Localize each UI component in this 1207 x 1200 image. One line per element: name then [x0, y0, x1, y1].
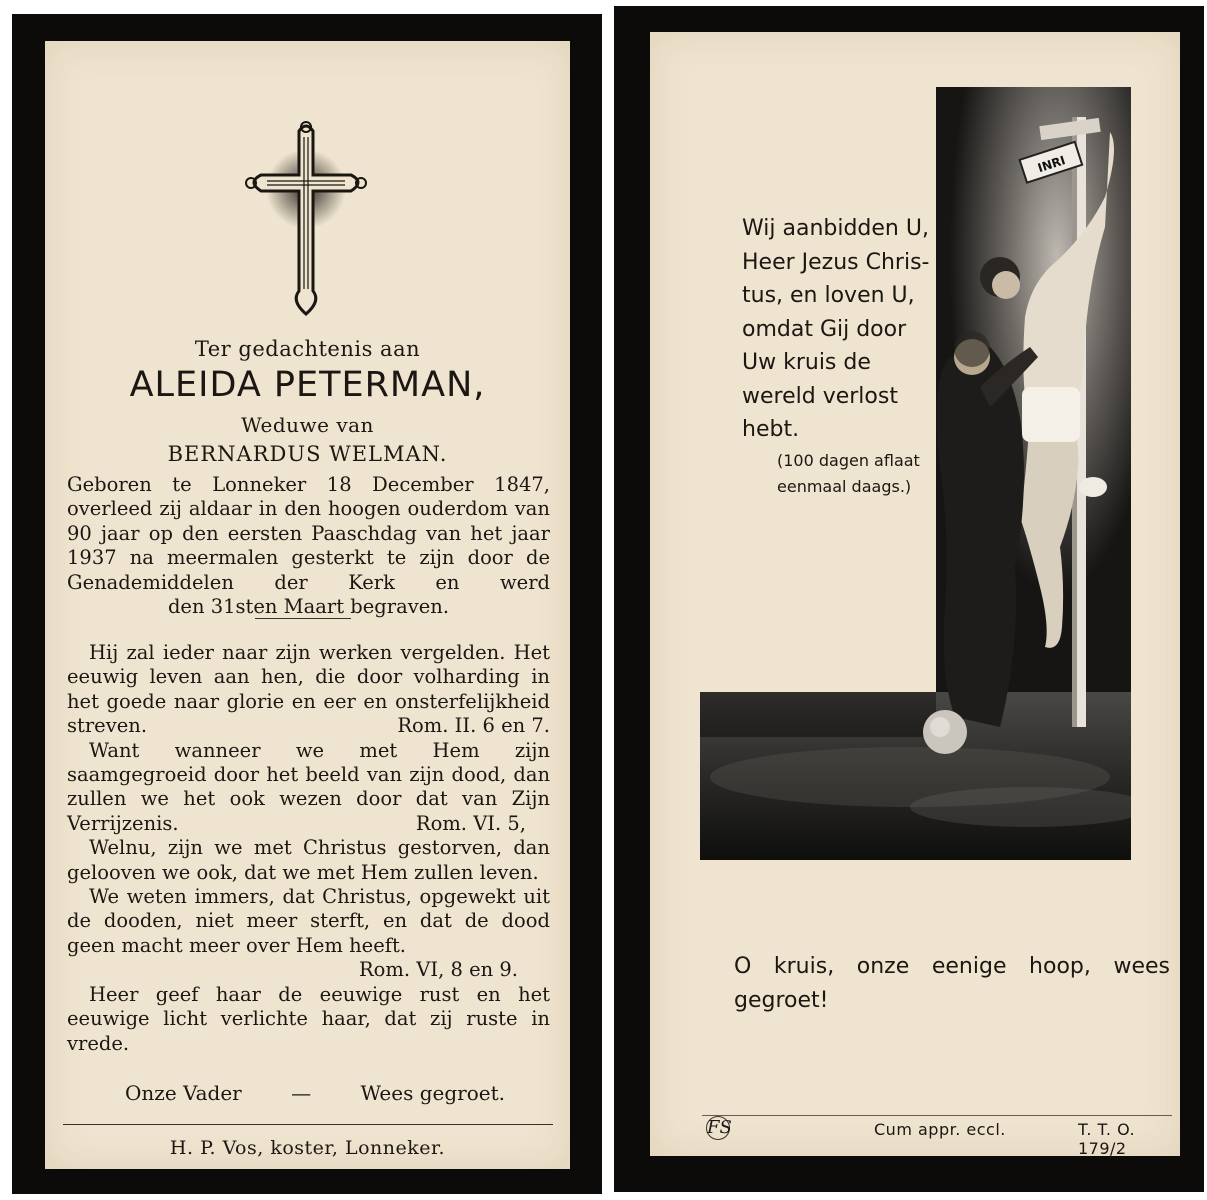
closing-dash: — [291, 1081, 312, 1105]
verse-4-reference: Rom. VI, 8 en 9. [359, 958, 518, 982]
right-footer-rule [702, 1115, 1172, 1116]
closing-our-father: Onze Vader [125, 1081, 242, 1105]
biography-block [67, 473, 550, 619]
verse-2 [67, 739, 550, 837]
scripture-block [67, 641, 550, 1056]
verse-1-reference: Rom. II. 6 en 7. [397, 714, 550, 738]
cross-invocation: O kruis, onze eenige hoop, wees gegroet! [734, 954, 1170, 1013]
deceased-name: ALEIDA PETERMAN, [129, 365, 486, 405]
left-memorial-card [12, 14, 602, 1194]
spouse-name: BERNARDUS WELMAN. [167, 442, 448, 466]
verse-1 [67, 641, 550, 739]
relation-label: Weduwe van [241, 413, 374, 437]
right-memorial-card [614, 6, 1204, 1192]
cross-ornament-icon [241, 119, 371, 319]
section-divider [255, 618, 351, 619]
indulgence-line: eenmaal daags.) [777, 477, 912, 496]
verse-2-reference: Rom. VI. 5, [415, 811, 526, 835]
printer-credit: H. P. Vos, koster, Lonneker. [169, 1137, 446, 1159]
prayer-line: wereld verlost [742, 383, 898, 409]
prayer-text [742, 212, 952, 447]
prayer-line: hebt. [742, 417, 800, 442]
biography-text: Geboren te Lonneker 18 December 1847, overleed zij aldaar in den hoogen ouderdom van 90 jaar op den eersten Paaschdag van het jaar 1937 na meermalen gesterkt te zijn door de Genademiddelen der Kerk en werd [67, 473, 550, 594]
closing-prayers [125, 1081, 505, 1105]
verse-3: Welnu, zijn we met Christus gestorven, dan gelooven we ook, dat we met Hem zullen leven. [67, 836, 550, 884]
inri-plaque: INRI [1035, 153, 1068, 176]
publisher-logo-icon: FS [707, 1117, 732, 1138]
eternal-rest-prayer: Heer geef haar de eeuwige rust en het eeuwige licht verlichte haar, dat zij ruste in vrede. [67, 982, 550, 1055]
ecclesiastical-approval: Cum appr. eccl. [874, 1120, 1006, 1139]
right-card-paper [650, 32, 1180, 1156]
prayer-line: omdat Gij door [742, 316, 907, 342]
prayer-line: Uw kruis de [742, 350, 871, 375]
memorial-heading: Ter gedachtenis aan [194, 337, 421, 361]
prayer-line: Heer Jezus Chris- [742, 249, 930, 275]
indulgence-note [777, 448, 957, 500]
biography-last-line: den 31sten Maart begraven. [167, 595, 450, 619]
verse-2-text: Want wanneer we met Hem zijn saamgegroeid door het beeld van zijn dood, dan zullen we het ook wezen door dat van Zijn Verrijzenis. [67, 738, 550, 835]
indulgence-line: (100 dagen aflaat [777, 451, 920, 470]
left-card-paper [45, 41, 570, 1169]
prayer-line: Wij aanbidden U, [742, 216, 929, 241]
closing-hail-mary: Wees gegroet. [360, 1081, 505, 1105]
print-code: T. T. O. 179/2 [1078, 1120, 1136, 1158]
verse-1-text: Hij zal ieder naar zijn werken vergelden. Het eeuwig leven aan hen, die door volharding in het goede naar glorie en eer en onsterfelijkheid streven. [67, 641, 550, 738]
footer-rule [63, 1124, 553, 1125]
verse-4: We weten immers, dat Christus, opgewekt uit de dooden, niet meer sterft, en dat de dood geen macht meer over Hem heeft. [67, 885, 550, 957]
prayer-line: tus, en loven U, [742, 283, 915, 308]
